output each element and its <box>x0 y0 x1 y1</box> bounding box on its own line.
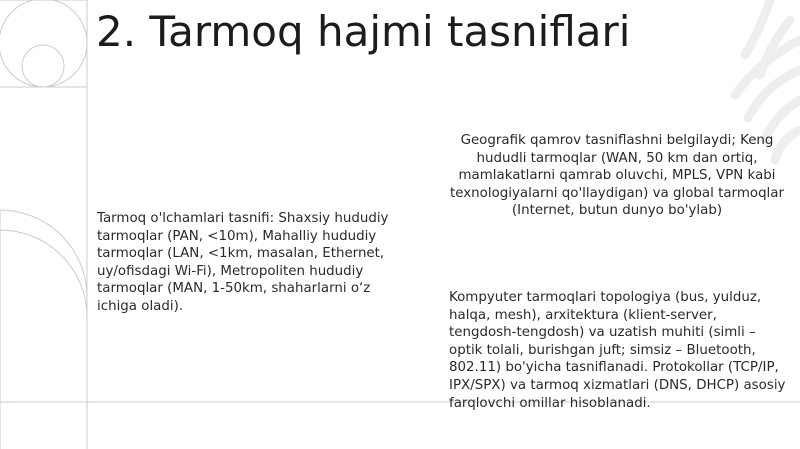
network-size-classification-text: Tarmoq o'lchamlari tasnifi: Shaxsiy hududiy tarmoqlar (PAN, <10m), Mahalliy hududiy tarmoqlar (LAN, <1km, masalan, Ethernet, uy/ofisdagi Wi-Fi), Metropoliten hududiy tarmoqlar (MAN, 1-50km, shaharlarni o‘z ichiga oladi). <box>97 211 389 314</box>
arc-decoration <box>0 210 87 449</box>
slide-title: 2. Tarmoq hajmi tasniflari <box>96 7 631 56</box>
circles-decoration <box>0 0 87 87</box>
geographic-coverage-text: Geografik qamrov tasniflashni belgilaydi; Keng hududli tarmoqlar (WAN, 50 km dan ortiq, mamlakatlarni qamrab oluvchi, MPLS, VPN kabi texnologiyalarni qo'llaydigan) va global tarmoqlar (Internet, butun dunyo bo'ylab) <box>450 133 784 219</box>
topology-architecture-text: Kompyuter tarmoqlari topologiya (bus, yulduz, halqa, mesh), arxitektura (klient-server, tengdosh-tengdosh) va uzatish muhiti (simli – optik tolali, burishgan juft; simsiz – Bluetooth, 802.11) bo'yicha tasniflanadi. Protokollar (TCP/IP, IPX/SPX) va tarmoq xizmatlari (DNS, DHCP) asosiy farqlovchi omillar hisoblanadi. <box>449 290 786 411</box>
